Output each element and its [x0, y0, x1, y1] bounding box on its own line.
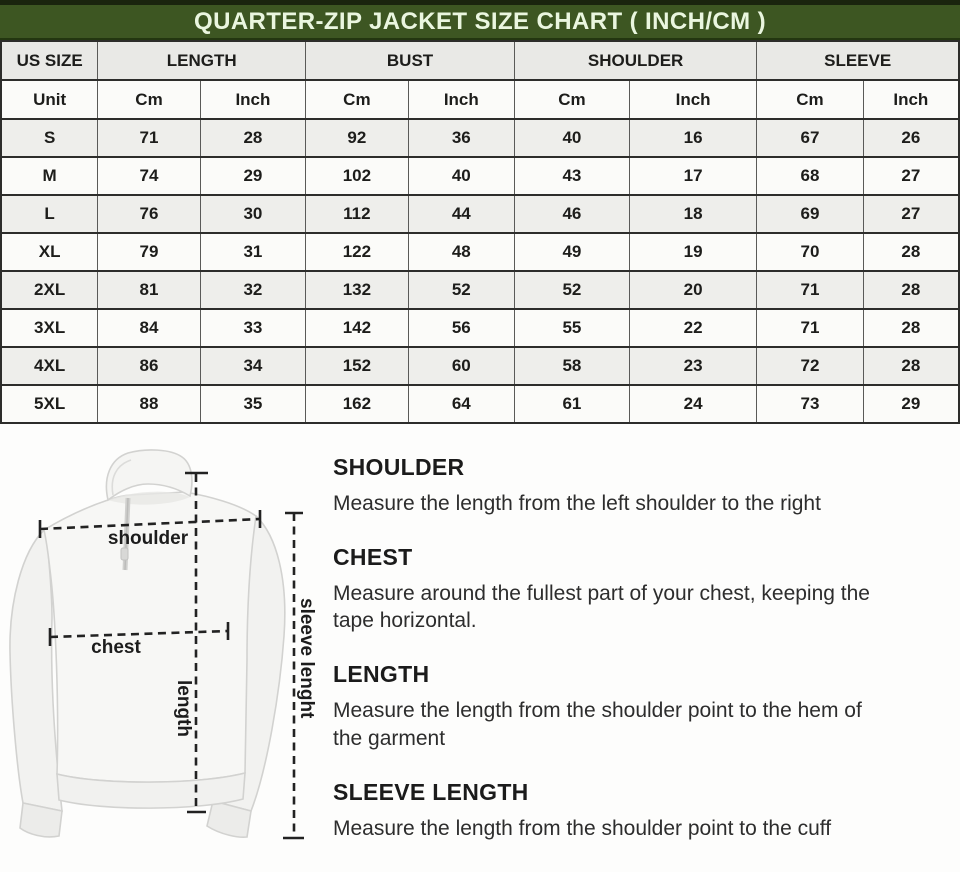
- value-cell: 27: [863, 195, 959, 233]
- value-cell: 35: [200, 385, 305, 423]
- size-cell: 2XL: [1, 271, 98, 309]
- value-cell: 36: [408, 119, 514, 157]
- value-cell: 26: [863, 119, 959, 157]
- size-cell: M: [1, 157, 98, 195]
- instruction-body: Measure the length from the shoulder point to the cuff: [333, 816, 832, 840]
- value-cell: 132: [306, 271, 409, 309]
- instruction-heading: CHEST: [333, 543, 413, 570]
- value-cell: 48: [408, 233, 514, 271]
- value-cell: 18: [629, 195, 756, 233]
- value-cell: 69: [757, 195, 863, 233]
- value-cell: 43: [514, 157, 629, 195]
- value-cell: 73: [757, 385, 863, 423]
- jacket-measurement-diagram: [0, 440, 330, 872]
- size-table-body: [1, 119, 959, 423]
- size-chart-table: [0, 40, 960, 424]
- value-cell: 71: [757, 309, 863, 347]
- column-group-header-row: [1, 41, 959, 80]
- column-group-shoulder: SHOULDER: [514, 41, 756, 80]
- value-cell: 64: [408, 385, 514, 423]
- value-cell: 52: [514, 271, 629, 309]
- sleeve-length-measure-label: sleeve lenght: [296, 598, 317, 719]
- size-cell: 3XL: [1, 309, 98, 347]
- instruction-heading: LENGTH: [333, 661, 430, 688]
- column-group-us-size: US SIZE: [1, 41, 98, 80]
- value-cell: 92: [306, 119, 409, 157]
- value-cell: 28: [863, 271, 959, 309]
- value-cell: 112: [306, 195, 409, 233]
- instruction-body: Measure the length from the shoulder point to the hem of the garment: [333, 699, 862, 750]
- size-cell: L: [1, 195, 98, 233]
- value-cell: 81: [98, 271, 201, 309]
- unit-header: Cm: [514, 80, 629, 119]
- column-group-length: LENGTH: [98, 41, 306, 80]
- measurement-instructions: [333, 438, 911, 842]
- value-cell: 29: [200, 157, 305, 195]
- value-cell: 76: [98, 195, 201, 233]
- value-cell: 60: [408, 347, 514, 385]
- size-cell: 5XL: [1, 385, 98, 423]
- value-cell: 86: [98, 347, 201, 385]
- value-cell: 142: [306, 309, 409, 347]
- value-cell: 162: [306, 385, 409, 423]
- column-group-sleeve: SLEEVE: [757, 41, 959, 80]
- value-cell: 67: [757, 119, 863, 157]
- instruction-length: [333, 661, 911, 752]
- value-cell: 56: [408, 309, 514, 347]
- value-cell: 17: [629, 157, 756, 195]
- unit-header: Inch: [408, 80, 514, 119]
- instruction-heading: SLEEVE LENGTH: [333, 778, 529, 805]
- size-cell: S: [1, 119, 98, 157]
- value-cell: 71: [757, 271, 863, 309]
- size-cell: XL: [1, 233, 98, 271]
- value-cell: 74: [98, 157, 201, 195]
- instruction-sleeve-length: [333, 779, 911, 843]
- instruction-body: Measure around the fullest part of your chest, keeping the tape horizontal.: [333, 581, 870, 633]
- unit-header: Inch: [863, 80, 959, 119]
- value-cell: 84: [98, 309, 201, 347]
- instruction-chest: [333, 544, 911, 635]
- instruction-shoulder: [333, 454, 911, 518]
- table-row: [1, 195, 959, 233]
- value-cell: 58: [514, 347, 629, 385]
- value-cell: 31: [200, 233, 305, 271]
- unit-header-row: [1, 80, 959, 119]
- value-cell: 52: [408, 271, 514, 309]
- value-cell: 28: [200, 119, 305, 157]
- table-row: [1, 271, 959, 309]
- value-cell: 19: [629, 233, 756, 271]
- value-cell: 16: [629, 119, 756, 157]
- title-bar: [0, 5, 960, 40]
- instruction-body: Measure the length from the left shoulder to the right: [333, 492, 821, 515]
- table-row: [1, 233, 959, 271]
- value-cell: 70: [757, 233, 863, 271]
- unit-header: Cm: [98, 80, 201, 119]
- value-cell: 28: [863, 347, 959, 385]
- value-cell: 32: [200, 271, 305, 309]
- value-cell: 40: [514, 119, 629, 157]
- unit-header: Unit: [1, 80, 98, 119]
- instruction-heading: SHOULDER: [333, 454, 465, 480]
- value-cell: 61: [514, 385, 629, 423]
- unit-header: Cm: [757, 80, 863, 119]
- value-cell: 40: [408, 157, 514, 195]
- unit-header: Inch: [200, 80, 305, 119]
- value-cell: 72: [757, 347, 863, 385]
- unit-header: Cm: [306, 80, 409, 119]
- value-cell: 102: [306, 157, 409, 195]
- value-cell: 27: [863, 157, 959, 195]
- value-cell: 20: [629, 271, 756, 309]
- value-cell: 28: [863, 233, 959, 271]
- value-cell: 79: [98, 233, 201, 271]
- value-cell: 71: [98, 119, 201, 157]
- value-cell: 55: [514, 309, 629, 347]
- value-cell: 152: [306, 347, 409, 385]
- value-cell: 30: [200, 195, 305, 233]
- unit-header: Inch: [629, 80, 756, 119]
- value-cell: 23: [629, 347, 756, 385]
- value-cell: 22: [629, 309, 756, 347]
- value-cell: 33: [200, 309, 305, 347]
- table-row: [1, 309, 959, 347]
- value-cell: 88: [98, 385, 201, 423]
- column-group-bust: BUST: [306, 41, 515, 80]
- zipper-pull: [121, 548, 128, 560]
- value-cell: 44: [408, 195, 514, 233]
- chest-measure-label: chest: [91, 637, 141, 658]
- table-row: [1, 385, 959, 423]
- value-cell: 24: [629, 385, 756, 423]
- table-row: [1, 119, 959, 157]
- value-cell: 68: [757, 157, 863, 195]
- length-measure-label: length: [173, 680, 194, 737]
- value-cell: 29: [863, 385, 959, 423]
- table-row: [1, 347, 959, 385]
- size-cell: 4XL: [1, 347, 98, 385]
- table-row: [1, 157, 959, 195]
- value-cell: 28: [863, 309, 959, 347]
- value-cell: 46: [514, 195, 629, 233]
- shoulder-measure-label: shoulder: [107, 528, 189, 549]
- value-cell: 49: [514, 233, 629, 271]
- value-cell: 122: [306, 233, 409, 271]
- page-title: QUARTER-ZIP JACKET SIZE CHART ( INCH/CM ): [194, 7, 766, 35]
- value-cell: 34: [200, 347, 305, 385]
